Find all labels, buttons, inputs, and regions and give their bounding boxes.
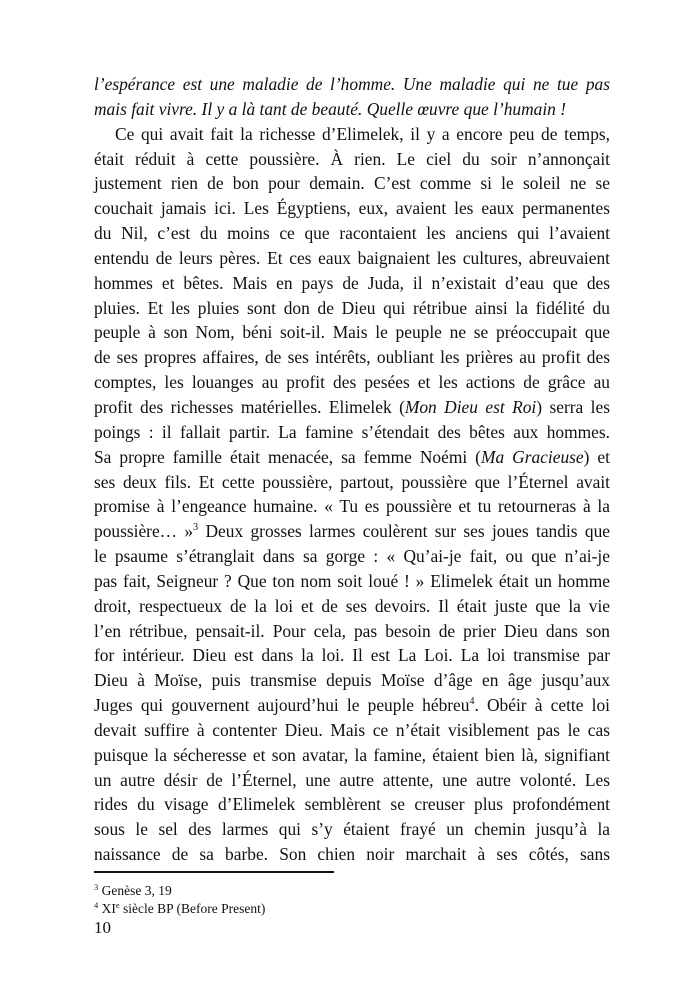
text-line xyxy=(94,693,610,718)
text-line xyxy=(94,569,610,594)
body-text xyxy=(94,72,610,867)
text-line xyxy=(94,296,610,321)
footnote-3 xyxy=(94,882,172,900)
footnote-separator xyxy=(94,871,334,873)
text-line xyxy=(94,370,610,395)
text-segment: un autre désir de l’Éternel, une autre attente, une autre volonté. Les xyxy=(94,769,610,790)
text-line xyxy=(94,221,610,246)
text-line xyxy=(94,320,610,345)
text-segment: ) serra les xyxy=(536,396,610,417)
text-segment: hommes et bêtes. Mais en pays de Juda, il n’existait d’eau que des xyxy=(94,272,610,293)
text-line xyxy=(94,643,610,668)
text-line xyxy=(94,842,610,867)
text-line xyxy=(94,445,610,470)
text-line xyxy=(94,196,610,221)
footnote-text: Genèse 3, 19 xyxy=(98,883,172,898)
text-line xyxy=(94,817,610,842)
text-segment: droit, respectueux de la loi et de ses devoirs. Il était juste que la vie xyxy=(94,595,610,616)
text-segment: l’en rétribue, pensait-il. Pour cela, pas besoin de prier Dieu dans son xyxy=(94,620,610,641)
text-line xyxy=(94,718,610,743)
text-segment: naissance de sa barbe. Son chien noir marchait à ses côtés, sans xyxy=(94,844,610,865)
footnote-reference[interactable]: 4 xyxy=(469,696,475,708)
text-segment: Dieu à Moïse, puis transmise depuis Moïse d’âge en âge jusqu’aux xyxy=(94,670,610,691)
text-line xyxy=(94,395,610,420)
text-segment: de ses propres affaires, de ses intérêts, oubliant les prières au profit des xyxy=(94,347,610,368)
text-segment: profit des richesses matérielles. Elimelek ( xyxy=(94,396,405,417)
text-line xyxy=(94,792,610,817)
text-segment: sous le sel des larmes qui s’y étaient frayé un chemin jusqu’à la xyxy=(94,819,610,840)
text-segment: ) et xyxy=(583,446,610,467)
text-segment: était réduit à cette poussière. À rien. Le ciel du soir n’annonçait xyxy=(94,148,610,169)
text-line xyxy=(94,271,610,296)
italic-text: Ma Gracieuse xyxy=(480,446,584,467)
text-segment: Juges qui gouvernent aujourd’hui le peuple hébreu xyxy=(94,695,470,716)
text-segment: . Obéir à cette loi xyxy=(474,695,611,716)
text-line xyxy=(94,768,610,793)
text-line xyxy=(94,147,610,172)
text-segment: entendu de leurs pères. Et ces eaux baignaient les cultures, abreuvaient xyxy=(94,247,610,268)
text-line xyxy=(94,470,610,495)
footnote-reference[interactable]: 3 xyxy=(193,522,199,534)
text-line xyxy=(94,246,610,271)
footnote-4 xyxy=(94,900,265,918)
text-segment: puisque la sécheresse et son avatar, la famine, étaient bien là, signifiant xyxy=(94,744,610,765)
footnote-text: XI xyxy=(98,901,116,916)
text-segment: devait suffire à contenter Dieu. Mais ce n’était visiblement pas le cas xyxy=(94,719,610,740)
text-segment: comptes, les louanges au profit des pesées et les actions de grâce au xyxy=(94,372,610,393)
footnote-text-rest: siècle BP (Before Present) xyxy=(119,901,266,916)
text-segment: justement rien de bon pour demain. C’est comme si le soleil ne se xyxy=(94,173,610,194)
text-segment: pluies. Et les pluies sont don de Dieu qui rétribue ainsi la fidélité du xyxy=(94,297,610,318)
text-line xyxy=(94,97,610,122)
text-segment: for intérieur. Dieu est dans la loi. Il est La Loi. La loi transmise par xyxy=(94,645,610,666)
text-segment: rides du visage d’Elimelek semblèrent se creuser plus profondément xyxy=(94,794,610,815)
text-segment: couchait jamais ici. Les Égyptiens, eux, avaient les eaux permanentes xyxy=(94,198,610,219)
text-line xyxy=(94,171,610,196)
text-segment: Deux grosses larmes coulèrent sur ses joues tandis que xyxy=(198,521,611,542)
page-number: 10 xyxy=(94,918,111,937)
text-line xyxy=(94,122,610,147)
footnote-number: 3 xyxy=(94,882,99,892)
text-segment: Sa propre famille était menacée, sa femme Noémi ( xyxy=(94,446,481,467)
text-line xyxy=(94,420,610,445)
text-line xyxy=(94,544,610,569)
text-line xyxy=(94,72,610,97)
text-segment: pas fait, Seigneur ? Que ton nom soit loué ! » Elimelek était un homme xyxy=(94,570,610,591)
text-segment: du Nil, c’est du moins ce que racontaient les anciens qui l’avaient xyxy=(94,223,610,244)
text-segment: poings : il fallait partir. La famine s’étendait des bêtes aux hommes. xyxy=(94,421,610,442)
text-line xyxy=(94,519,610,544)
italic-text: l’espérance est une maladie de l’homme. Une maladie qui ne tue pas xyxy=(94,74,610,94)
text-line xyxy=(94,668,610,693)
text-line xyxy=(94,494,610,519)
text-segment: peuple à son Nom, béni soit-il. Mais le peuple ne se préoccupait que xyxy=(94,322,610,343)
text-line xyxy=(94,594,610,619)
text-segment: le psaume s’étranglait dans sa gorge : « Qu’ai-je fait, ou que n’ai-je xyxy=(94,546,610,567)
italic-text: mais fait vivre. Il y a là tant de beauté. Quelle œuvre que l’humain ! xyxy=(94,98,567,119)
text-line xyxy=(94,345,610,370)
text-line xyxy=(94,619,610,644)
text-segment: ses deux fils. Et cette poussière, partout, poussière que l’Éternel avait xyxy=(94,471,610,492)
footnote-number: 4 xyxy=(94,900,99,910)
text-line xyxy=(94,743,610,768)
text-segment: promise à l’engeance humaine. « Tu es poussière et tu retourneras à la xyxy=(94,496,610,517)
footnote-superscript: e xyxy=(115,900,120,910)
italic-text: Mon Dieu est Roi xyxy=(404,396,537,417)
text-segment: Ce qui avait fait la richesse d’Elimelek, il y a encore peu de temps, xyxy=(115,123,610,144)
text-segment: poussière… » xyxy=(94,521,194,542)
